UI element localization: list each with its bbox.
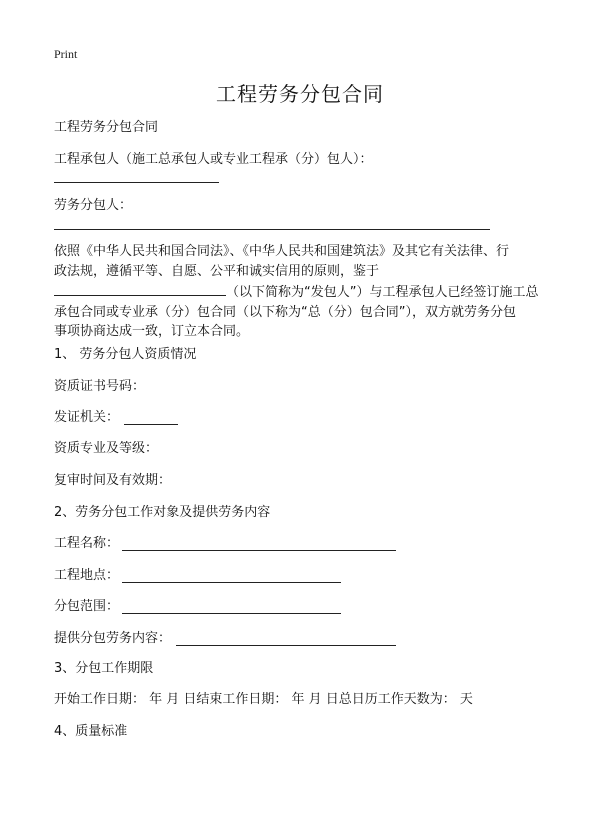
print-link[interactable]: Print — [54, 47, 78, 61]
preamble-line: 事项协商达成一致，订立本合同。 — [54, 324, 250, 339]
document-title: 工程劳务分包合同 — [216, 82, 384, 106]
preamble-line: 承包合同或专业承（分）包合同（以下称为“总（分）包合同”），双方就劳务分包 — [54, 304, 516, 320]
preamble-line: 政法规，遵循平等、自愿、公平和诚实信用的原则，鉴于 — [54, 263, 380, 279]
preamble-line: 依照《中华人民共和国合同法》、《中华人民共和国建筑法》及其它有关法律、行 — [54, 244, 510, 259]
subcontractor-label: 劳务分包人： — [54, 198, 133, 213]
employer-blank-line — [54, 281, 226, 296]
section-4-heading: 4、质量标准 — [54, 724, 128, 739]
labor-content-label: 提供分包劳务内容： — [54, 631, 172, 646]
qualification-grade-label: 资质专业及等级： — [54, 441, 159, 456]
labor-content-blank-line — [176, 645, 396, 646]
cert-number-label: 资质证书号码： — [54, 379, 146, 394]
contractor-blank-line — [54, 182, 219, 183]
subcontract-scope-blank-line — [122, 613, 341, 614]
issuing-authority-label: 发证机关： — [54, 410, 120, 425]
contractor-label: 工程承包人（施工总承包人或专业工程承（分）包人）： — [54, 152, 373, 167]
issuing-authority-blank-line — [124, 424, 178, 425]
project-site-label: 工程地点： — [54, 568, 120, 583]
subcontract-scope-label: 分包范围： — [54, 599, 120, 614]
subcontractor-blank-line — [54, 229, 490, 230]
project-site-blank-line — [122, 582, 341, 583]
section-3-heading: 3、分包工作期限 — [54, 661, 154, 676]
section-1-heading: 1、 劳务分包人资质情况 — [54, 347, 197, 362]
preamble-paragraph — [54, 242, 554, 342]
preamble-line-suffix: （以下简称为“发包人”）与工程承包人已经签订施工总 — [226, 285, 539, 300]
project-name-label: 工程名称： — [54, 536, 120, 551]
project-name-blank-line — [122, 550, 396, 551]
preamble-line — [54, 281, 554, 303]
review-validity-label: 复审时间及有效期： — [54, 473, 172, 488]
work-period-dates: 开始工作日期： 年 月 日结束工作日期： 年 月 日总日历工作天数为： 天 — [54, 692, 473, 707]
section-2-heading: 2、劳务分包工作对象及提供劳务内容 — [54, 505, 271, 520]
contract-subtitle: 工程劳务分包合同 — [54, 120, 159, 135]
